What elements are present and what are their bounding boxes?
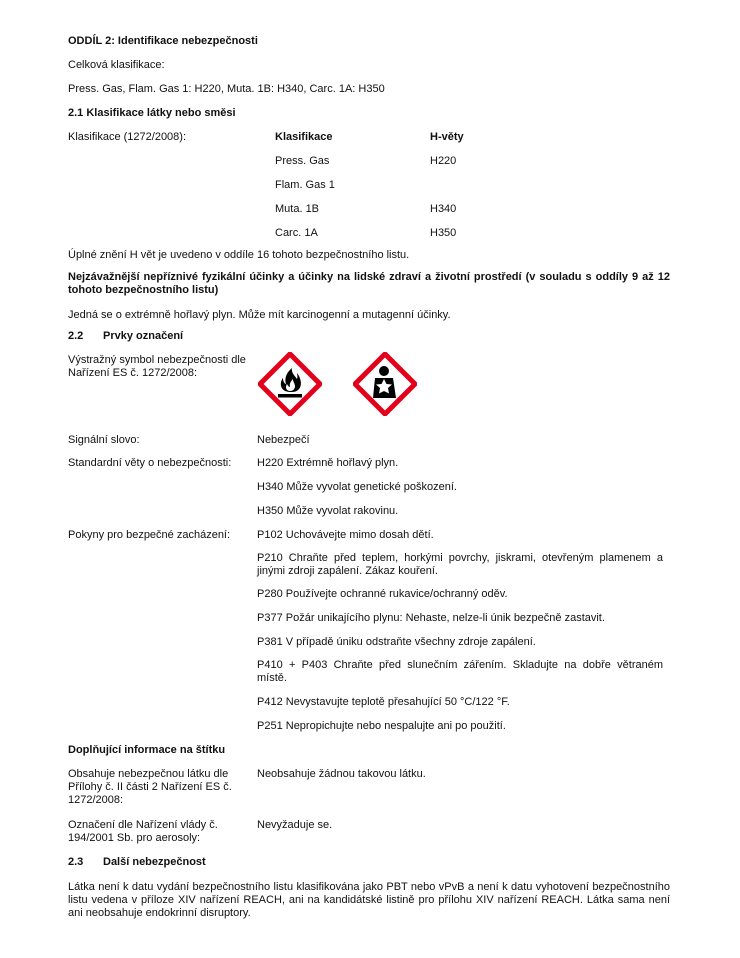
- hazard-statement: H340 Může vyvolat genetické poškození.: [257, 481, 457, 493]
- class-row: Flam. Gas 1: [275, 179, 335, 191]
- class-row: Muta. 1B: [275, 203, 320, 215]
- h-statements-note: Úplné znění H vět je uvedeno v oddíle 16 tohoto bezpečnostního listu.: [68, 249, 410, 261]
- col-header-classification: Klasifikace: [275, 131, 333, 143]
- subsection-2-3-title: Další nebezpečnost: [103, 856, 206, 868]
- pictogram-label: Výstražný symbol nebezpečnosti dle Nařízení ES č. 1272/2008:: [68, 354, 246, 379]
- health-hazard-icon: [353, 352, 417, 416]
- overall-classification-label: Celková klasifikace:: [68, 59, 165, 71]
- hazard-statements-label: Standardní věty o nebezpečnosti:: [68, 457, 232, 469]
- supplemental-label-1: Obsahuje nebezpečnou látku dle Přílohy č. II části 2 Nařízení ES č. 1272/2008:: [68, 768, 232, 806]
- precautionary-statement: P251 Nepropichujte nebo nespalujte ani po použití.: [257, 720, 506, 732]
- subsection-2-2-number: 2.2: [68, 330, 84, 342]
- subsection-2-1-title: 2.1 Klasifikace látky nebo směsi: [68, 107, 236, 119]
- precautionary-statements-label: Pokyny pro bezpečné zacházení:: [68, 529, 231, 541]
- supplemental-value-1: Neobsahuje žádnou takovou látku.: [257, 768, 426, 780]
- class-row: Press. Gas: [275, 155, 330, 167]
- section-title: ODDÍL 2: Identifikace nebezpečnosti: [68, 35, 258, 47]
- hazard-statement: H220 Extrémně hořlavý plyn.: [257, 457, 399, 469]
- supplemental-value-2: Nevyžaduje se.: [257, 819, 333, 831]
- precautionary-statement: P410 + P403 Chraňte před slunečním zářením. Skladujte na dobře větraném místě.: [257, 659, 663, 684]
- classification-label: Klasifikace (1272/2008):: [68, 131, 187, 143]
- precautionary-statement: P102 Uchovávejte mimo dosah dětí.: [257, 529, 434, 541]
- overall-classification-value: Press. Gas, Flam. Gas 1: H220, Muta. 1B: H340, Carc. 1A: H350: [68, 83, 385, 95]
- h-code: H340: [430, 203, 457, 215]
- subsection-2-3-number: 2.3: [68, 856, 84, 868]
- other-hazards-text: Látka není k datu vydání bezpečnostního listu klasifikována jako PBT nebo vPvB a není k datu vyhotovení bezpečnostního listu vedena v příloze XIV nařízení REACH, ani na kandidátské listině pro přílohu XIV nařízení REACH. Látka sama není ani neobsahuje endokrinní disruptory.: [68, 881, 670, 919]
- precautionary-statement: P377 Požár unikajícího plynu: Nehaste, nelze-li únik bezpečně zastavit.: [257, 612, 605, 624]
- adverse-effects-text: Jedná se o extrémně hořlavý plyn. Může mít karcinogenní a mutagenní účinky.: [68, 309, 451, 321]
- adverse-effects-title: Nejzávažnější nepříznivé fyzikální účinky a účinky na lidské zdraví a životní prostředí (v souladu s oddíly 9 až 12 tohoto bezpečnostního listu): [68, 271, 670, 296]
- flame-icon: [258, 352, 322, 416]
- h-code: H350: [430, 227, 457, 239]
- signal-word-label: Signální slovo:: [68, 434, 140, 446]
- class-row: Carc. 1A: [275, 227, 318, 239]
- supplemental-label-2: Označení dle Nařízení vlády č. 194/2001 Sb. pro aerosoly:: [68, 819, 218, 844]
- signal-word-value: Nebezpečí: [257, 434, 310, 446]
- precautionary-statement: P412 Nevystavujte teplotě přesahující 50 °C/122 °F.: [257, 696, 510, 708]
- col-header-h-statements: H-věty: [430, 131, 464, 143]
- precautionary-statement: P381 V případě úniku odstraňte všechny zdroje zapálení.: [257, 636, 536, 648]
- h-code: H220: [430, 155, 457, 167]
- hazard-statement: H350 Může vyvolat rakovinu.: [257, 505, 399, 517]
- supplemental-info-title: Doplňující informace na štítku: [68, 744, 226, 756]
- precautionary-statement: P280 Používejte ochranné rukavice/ochranný oděv.: [257, 588, 508, 600]
- precautionary-statement: P210 Chraňte před teplem, horkými povrchy, jiskrami, otevřeným plamenem a jinými zdroji zapálení. Zákaz kouření.: [257, 552, 663, 577]
- subsection-2-2-title: Prvky označení: [103, 330, 184, 342]
